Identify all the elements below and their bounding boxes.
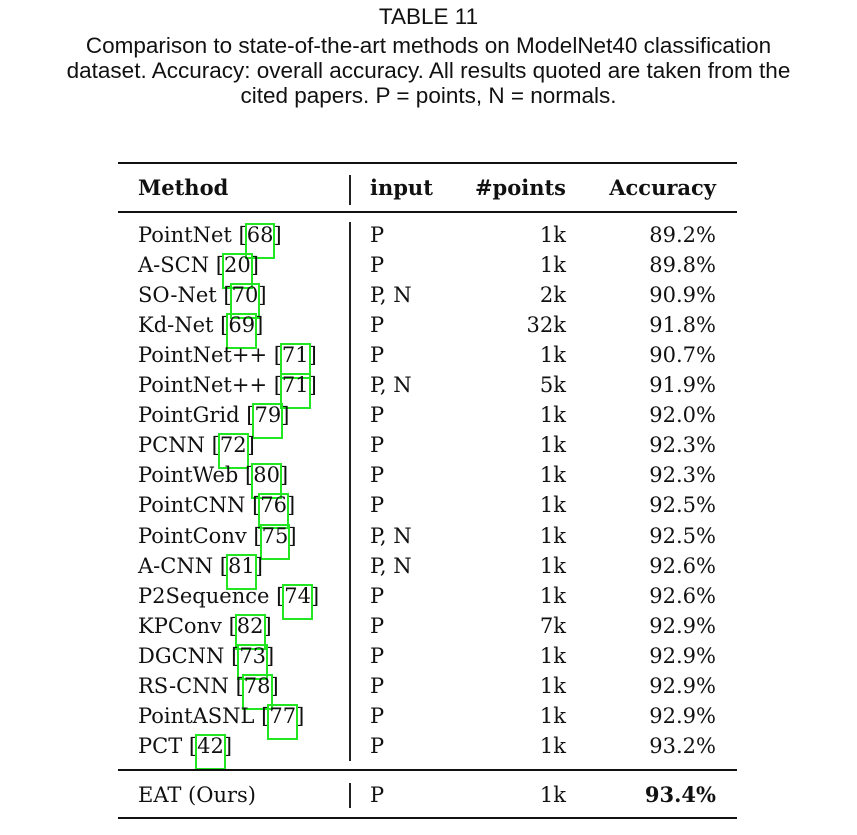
- citation-link[interactable]: [262, 521, 289, 551]
- accuracy-value: 93.2%: [649, 733, 716, 758]
- points-count: 1k: [539, 783, 566, 807]
- input-type: P, N: [370, 523, 412, 548]
- method-name: PointNet: [138, 223, 232, 247]
- separator-rule: [118, 769, 737, 771]
- points-count: 1k: [539, 433, 566, 458]
- caption-line: dataset. Accuracy: overall accuracy. All results quoted are taken from the: [66, 58, 791, 83]
- citation-number: 79: [254, 403, 282, 428]
- input-type: P: [370, 493, 385, 518]
- input-type: P: [370, 643, 385, 668]
- method-name: PointGrid: [138, 403, 240, 428]
- method-cell: PointGrid [79 ]: [138, 400, 289, 430]
- citation-number: 73: [239, 643, 267, 668]
- citation-link[interactable]: [282, 370, 309, 400]
- accuracy-value: 91.8%: [649, 313, 716, 338]
- method-name: EAT (Ours): [138, 783, 256, 807]
- method-name: Kd-Net: [138, 313, 214, 338]
- header-input: input: [370, 175, 433, 200]
- accuracy-value: 92.9%: [649, 643, 716, 668]
- input-type: P: [370, 673, 385, 698]
- method-cell: PointWeb [80 ]: [138, 460, 288, 490]
- citation-number: 72: [219, 433, 247, 458]
- table-row: [0, 581, 857, 611]
- points-count: 32k: [526, 313, 566, 338]
- input-type: P: [370, 433, 385, 458]
- points-count: 1k: [539, 403, 566, 428]
- points-count: 1k: [539, 733, 566, 758]
- table-row: [0, 220, 857, 250]
- points-count: 5k: [539, 373, 566, 398]
- input-type: P, N: [370, 373, 412, 398]
- table-row: [0, 370, 857, 400]
- method-name: P2Sequence: [138, 583, 270, 608]
- points-count: 1k: [539, 553, 566, 578]
- citation-link[interactable]: [237, 611, 264, 641]
- points-count: 1k: [539, 703, 566, 728]
- accuracy-value: 90.7%: [649, 343, 716, 368]
- method-cell: A-SCN [20 ]: [138, 250, 259, 280]
- citation-number: 80: [253, 463, 280, 488]
- accuracy-value: 92.9%: [649, 673, 716, 698]
- bottom-rule: [118, 817, 737, 819]
- method-cell: Kd-Net [69 ]: [138, 310, 263, 340]
- method-cell: PCT [42 ]: [138, 731, 232, 761]
- citation-number: 75: [261, 523, 289, 548]
- method-name: PointConv: [138, 523, 247, 548]
- input-type: P: [370, 583, 385, 608]
- accuracy-value: 89.2%: [649, 223, 716, 247]
- citation-number: 76: [260, 493, 288, 518]
- table-label: TABLE 11: [378, 4, 479, 29]
- accuracy-value: 92.6%: [649, 583, 716, 608]
- table-row: [0, 611, 857, 641]
- accuracy-value: 92.3%: [649, 433, 716, 458]
- accuracy-value: 91.9%: [649, 373, 716, 398]
- method-name: PointASNL: [138, 703, 255, 728]
- table-row: [0, 521, 857, 551]
- method-cell: RS-CNN [78 ]: [138, 671, 279, 701]
- input-type: P, N: [370, 283, 412, 308]
- citation-number: 78: [243, 673, 271, 698]
- table-row: [0, 671, 857, 701]
- citation-link[interactable]: [254, 400, 281, 430]
- points-count: 1k: [539, 253, 566, 278]
- accuracy-value: 93.4%: [644, 782, 716, 807]
- citation-link[interactable]: [282, 340, 309, 370]
- citation-link[interactable]: [224, 250, 251, 280]
- ours-row: [0, 780, 857, 810]
- citation-link[interactable]: [284, 581, 311, 611]
- accuracy-value: 92.0%: [649, 403, 716, 428]
- input-type: P: [370, 613, 385, 638]
- citation-number: 81: [227, 553, 255, 578]
- method-name: A-SCN: [138, 253, 210, 278]
- table-row: [0, 340, 857, 370]
- citation-number: 68: [246, 223, 274, 247]
- citation-link[interactable]: [228, 551, 255, 581]
- citation-link[interactable]: [253, 460, 280, 490]
- table-row: [0, 400, 857, 430]
- points-count: 1k: [539, 223, 566, 247]
- method-name: PointNet++: [138, 373, 268, 398]
- citation-link[interactable]: [228, 310, 255, 340]
- citation-link[interactable]: [260, 490, 287, 520]
- method-name: PCT: [138, 733, 189, 758]
- table-row: [0, 430, 857, 460]
- method-cell: PointNet++ [71 ]: [138, 370, 317, 400]
- method-name: PointNet++: [138, 343, 268, 368]
- table-row: [0, 280, 857, 310]
- method-name: DGCNN: [138, 643, 225, 668]
- points-count: 1k: [539, 643, 566, 668]
- caption-line: Comparison to state-of-the-art methods on ModelNet40 classification: [85, 33, 772, 58]
- citation-number: 71: [281, 343, 309, 368]
- citation-number: 74: [284, 583, 312, 608]
- citation-number: 20: [223, 253, 251, 278]
- column-divider: [349, 175, 351, 205]
- points-count: 7k: [539, 613, 566, 638]
- mid-rule: [118, 211, 737, 213]
- accuracy-value: 89.8%: [649, 253, 716, 278]
- method-cell: PointCNN [76 ]: [138, 490, 295, 520]
- method-cell: SO-Net [70 ]: [138, 280, 267, 310]
- method-cell: DGCNN [73 ]: [138, 641, 274, 671]
- table-row: [0, 250, 857, 280]
- accuracy-value: 92.3%: [649, 463, 716, 488]
- input-type: P: [370, 463, 385, 488]
- points-count: 1k: [539, 523, 566, 548]
- citation-number: 77: [269, 703, 297, 728]
- column-divider: [349, 783, 351, 808]
- accuracy-value: 92.9%: [649, 703, 716, 728]
- input-type: P: [370, 703, 385, 728]
- table-row: [0, 551, 857, 581]
- points-count: 1k: [539, 673, 566, 698]
- method-name: PointWeb: [138, 463, 239, 488]
- table-row: [0, 731, 857, 761]
- table-row: [0, 460, 857, 490]
- citation-link[interactable]: [269, 701, 296, 731]
- points-count: 1k: [539, 493, 566, 518]
- header-row: [0, 173, 857, 203]
- table-row: [0, 490, 857, 520]
- accuracy-value: 92.9%: [649, 613, 716, 638]
- method-name: PointCNN: [138, 493, 246, 518]
- accuracy-value: 92.5%: [649, 493, 716, 518]
- top-rule: [118, 162, 737, 164]
- citation-box: [195, 734, 226, 770]
- method-name: SO-Net: [138, 283, 217, 308]
- method-name: PCNN: [138, 433, 205, 458]
- citation-link[interactable]: [244, 671, 271, 701]
- citation-link[interactable]: [197, 731, 224, 761]
- input-type: P: [370, 223, 385, 247]
- table-row: [0, 310, 857, 340]
- citation-number: 82: [236, 613, 264, 638]
- method-name: KPConv: [138, 613, 222, 638]
- citation-number: 71: [281, 373, 309, 398]
- accuracy-value: 92.5%: [649, 523, 716, 548]
- points-count: 1k: [539, 343, 566, 368]
- citation-number: 42: [197, 733, 224, 758]
- method-cell: PointASNL [77 ]: [138, 701, 304, 731]
- method-cell: P2Sequence [74 ]: [138, 581, 319, 611]
- citation-link[interactable]: [247, 220, 274, 250]
- input-type: P: [370, 313, 385, 338]
- citation-link[interactable]: [220, 430, 247, 460]
- citation-number: 69: [228, 313, 256, 338]
- column-divider: [349, 222, 351, 761]
- citation-link[interactable]: [239, 641, 266, 671]
- points-count: 1k: [539, 583, 566, 608]
- citation-link[interactable]: [232, 280, 259, 310]
- method-cell: PointNet++ [71 ]: [138, 340, 317, 370]
- input-type: P, N: [370, 553, 412, 578]
- method-name: RS-CNN: [138, 673, 229, 698]
- method-cell: A-CNN [81 ]: [138, 551, 263, 581]
- header-method: Method: [138, 175, 229, 200]
- method-cell: PointNet [68 ]: [138, 220, 282, 250]
- method-cell: KPConv [82 ]: [138, 611, 272, 641]
- points-count: 2k: [539, 283, 566, 308]
- citation-number: 70: [231, 283, 259, 308]
- header-points: #points: [474, 175, 566, 200]
- input-type: P: [370, 253, 385, 278]
- input-type: P: [370, 343, 385, 368]
- table-row: [0, 701, 857, 731]
- header-accuracy: Accuracy: [609, 175, 716, 200]
- input-type: P: [370, 733, 385, 758]
- table-row: [0, 641, 857, 671]
- method-cell: PointConv [75 ]: [138, 521, 297, 551]
- caption-line: cited papers. P = points, N = normals.: [240, 83, 617, 108]
- method-name: A-CNN: [138, 553, 214, 578]
- input-type: P: [370, 783, 385, 807]
- accuracy-value: 92.6%: [649, 553, 716, 578]
- accuracy-value: 90.9%: [649, 283, 716, 308]
- input-type: P: [370, 403, 385, 428]
- points-count: 1k: [539, 463, 566, 488]
- method-cell: PCNN [72 ]: [138, 430, 255, 460]
